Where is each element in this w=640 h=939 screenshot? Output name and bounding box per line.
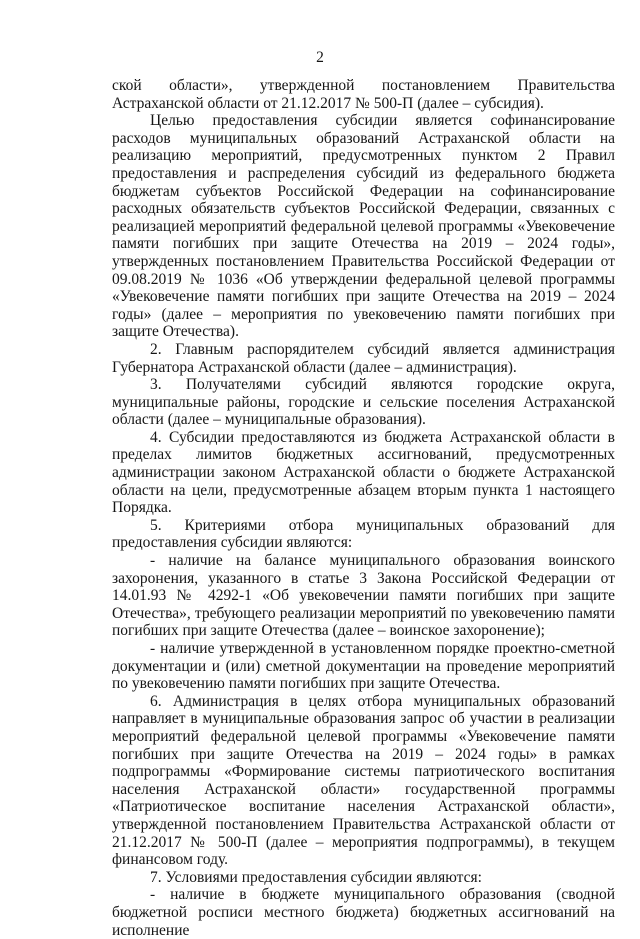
list-item-condition-1: - наличие в бюджете муниципального образования (сводной бюджетной росписи местного бюджета) бюджетных ассигнований на исполнение bbox=[112, 886, 615, 939]
paragraph-3: 3. Получателями субсидий являются городские округа, муниципальные районы, городские и сельские поселения Астраханской области (далее – муниципальные образования). bbox=[112, 376, 615, 429]
paragraph-4: 4. Субсидии предоставляются из бюджета Астраханской области в пределах лимитов бюджетных ассигнований, предусмотренных администрации законом Астраханской области о бюджете Астраханской области на цели, предусмотренные абзацем вторым пункта 1 настоящего Порядка. bbox=[112, 428, 615, 517]
document-body bbox=[112, 77, 615, 939]
list-item-criterion-2: - наличие утвержденной в установленном порядке проектно-сметной документации и (или) сметной документации на проведение мероприятий по увековечению памяти погибших при защите Отечества. bbox=[112, 640, 615, 693]
paragraph-6: 6. Администрация в целях отбора муниципальных образований направляет в муниципальные образования запрос об участии в реализации мероприятий федеральной целевой программы «Увековечение памяти погибших при защите Отечества на 2019 – 2024 годы» в рамках подпрограммы «Формирование системы патриотического воспитания населения Астраханской области» государственной программы «Патриотическое воспитание населения Астраханской области», утвержденной постановлением Правительства Астраханской области от 21.12.2017 № 500-П (далее – мероприятия подпрограммы), в текущем финансовом году. bbox=[112, 692, 615, 869]
page-number: 2 bbox=[316, 49, 324, 66]
paragraph-7: 7. Условиями предоставления субсидии являются: bbox=[150, 868, 482, 886]
list-item-criterion-1: - наличие на балансе муниципального образования воинского захоронения, указанного в статье 3 Закона Российской Федерации от 14.01.93 № 4292-1 «Об увековечении памяти погибших при защите Отечества», требующего реализации мероприятий по увековечению памяти погибших при защите Отечества (далее – воинское захоронение); bbox=[112, 552, 615, 640]
paragraph-2: 2. Главным распорядителем субсидий является администрация Губернатора Астраханской области (далее – администрация). bbox=[112, 340, 615, 376]
paragraph-purpose: Целью предоставления субсидии является софинансирование расходов муниципальных образований Астраханской области на реализацию мероприятий, предусмотренных пунктом 2 Правил предоставления и распределения субсидий из федерального бюджета бюджетам субъектов Российской Федерации на софинансирование расходных обязательств субъектов Российской Федерации, связанных с реализацией мероприятий федеральной целевой программы «Увековечение памяти погибших при защите Отечества на 2019 – 2024 годы», утвержденных постановлением Правительства Российской Федерации от 09.08.2019 № 1036 «Об утверждении федеральной целевой программы «Увековечение памяти погибших при защите Отечества на 2019 – 2024 годы» (далее – мероприятия по увековечению памяти погибших при защите Отечества). bbox=[112, 112, 615, 341]
paragraph-5: 5. Критериями отбора муниципальных образований для предоставления субсидии являются: bbox=[112, 516, 615, 552]
paragraph-continuation: ской области», утвержденной постановлением Правительства Астраханской области от 21.12.2017 № 500-П (далее – субсидия). bbox=[112, 77, 615, 112]
